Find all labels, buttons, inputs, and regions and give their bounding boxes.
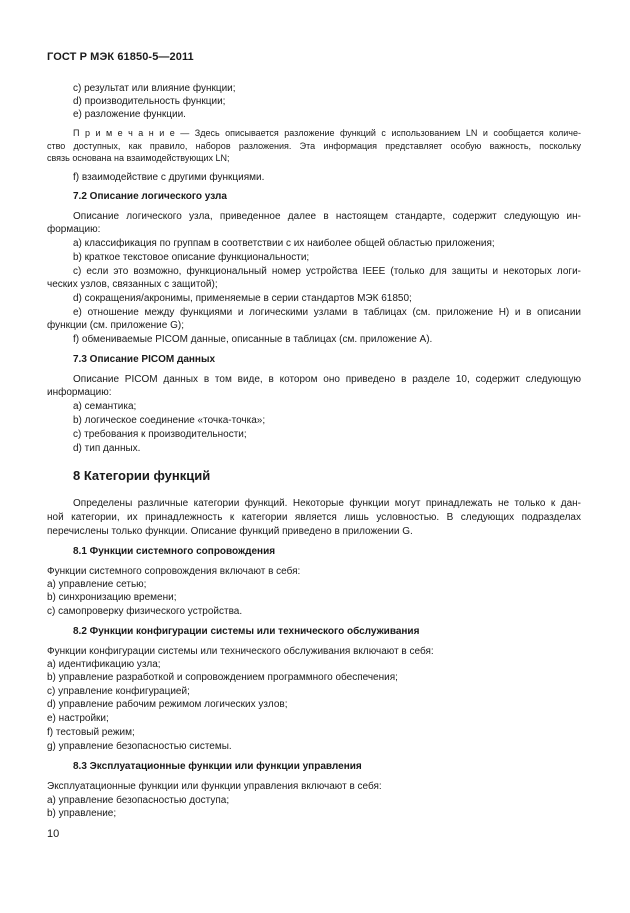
list-item: f) тестовый режим; <box>47 727 135 738</box>
list-item: g) управление безопасностью системы. <box>47 741 232 752</box>
list-item: e) разложение функции. <box>73 109 186 120</box>
paragraph-line: Функции системного сопровождения включают в себя: <box>47 566 301 577</box>
section-8-3-title: 8.3 Эксплуатационные функции или функции управления <box>73 761 362 772</box>
list-item: d) производительность функции; <box>73 96 226 107</box>
list-item: b) краткое текстовое описание функциональности; <box>73 252 310 263</box>
paragraph-line: Описание логического узла, приведенное далее в настоящем стандарте, содержит следующую ин- <box>73 211 581 222</box>
list-item: f) взаимодействие с другими функциями. <box>73 172 265 183</box>
list-item: a) семантика; <box>73 401 137 412</box>
note-line-3: связь основана на взаимодействующих LN; <box>47 153 230 163</box>
list-item: e) отношение между функциями и логическими узлами в таблицах (см. приложение H) и в описании <box>73 307 581 318</box>
section-8-title: 8 Категории функций <box>73 468 211 483</box>
list-item: c) результат или влияние функции; <box>73 83 236 94</box>
list-item: b) управление; <box>47 808 117 819</box>
list-item: a) управление безопасностью доступа; <box>47 795 230 806</box>
list-item: функции (см. приложение G); <box>47 320 184 331</box>
list-item: d) тип данных. <box>73 443 141 454</box>
list-item: f) обмениваемые PICOM данные, описанные в таблицах (см. приложение A). <box>73 334 433 345</box>
note-line-2: ство доступных, как правило, наборов разложения. Эта информация представляет особую важность, поскольку <box>47 141 581 151</box>
list-item: e) настройки; <box>47 713 109 724</box>
list-item: b) синхронизацию времени; <box>47 592 177 603</box>
list-item: c) если это возможно, функциональный номер устройства IEEE (только для защиты и некоторых логи- <box>73 266 581 277</box>
list-item: c) управление конфигурацией; <box>47 686 190 697</box>
list-item: a) управление сетью; <box>47 579 147 590</box>
list-item: b) управление разработкой и сопровождением программного обеспечения; <box>47 672 398 683</box>
list-item: a) идентификацию узла; <box>47 659 161 670</box>
paragraph-line: информацию: <box>47 387 112 398</box>
list-item: c) самопроверку физического устройства. <box>47 606 243 617</box>
list-item: ческих узлов, связанных с защитой); <box>47 279 218 290</box>
paragraph-line: ной категории, их принадлежность к категории является лишь условностью. В следующих подразделах <box>47 512 581 523</box>
list-item: c) требования к производительности; <box>73 429 247 440</box>
paragraph-line: формацию: <box>47 224 101 235</box>
note-text: — Здесь описывается разложение функций с использованием LN и сообщается количе- <box>174 128 581 138</box>
paragraph-line: Определены различные категории функций. Некоторые функции могут принадлежать не только к дан- <box>73 498 581 509</box>
paragraph-line: Описание PICOM данных в том виде, в котором оно приведено в разделе 10, содержит следующую <box>73 374 581 385</box>
page-number: 10 <box>47 828 60 840</box>
list-item: b) логическое соединение «точка-точка»; <box>73 415 266 426</box>
section-7-3-title: 7.3 Описание PICOM данных <box>73 354 216 365</box>
paragraph-line: Эксплуатационные функции или функции управления включают в себя: <box>47 781 382 792</box>
list-item: d) сокращения/акронимы, применяемые в серии стандартов МЭК 61850; <box>73 293 412 304</box>
paragraph-line: перечислены только функции. Описание функций приведено в приложении G. <box>47 526 413 537</box>
section-8-1-title: 8.1 Функции системного сопровождения <box>73 546 276 557</box>
list-item: d) управление рабочим режимом логических узлов; <box>47 699 288 710</box>
section-7-2-title: 7.2 Описание логического узла <box>73 191 227 202</box>
document-header: ГОСТ Р МЭК 61850-5—2011 <box>47 51 194 63</box>
section-8-2-title: 8.2 Функции конфигурации системы или технического обслуживания <box>73 626 420 637</box>
note-label: П р и м е ч а н и е <box>73 128 175 138</box>
note-line-1 <box>73 127 581 140</box>
paragraph-line: Функции конфигурации системы или технического обслуживания включают в себя: <box>47 646 434 657</box>
list-item: a) классификация по группам в соответствии с их наиболее общей областью приложения; <box>73 238 495 249</box>
